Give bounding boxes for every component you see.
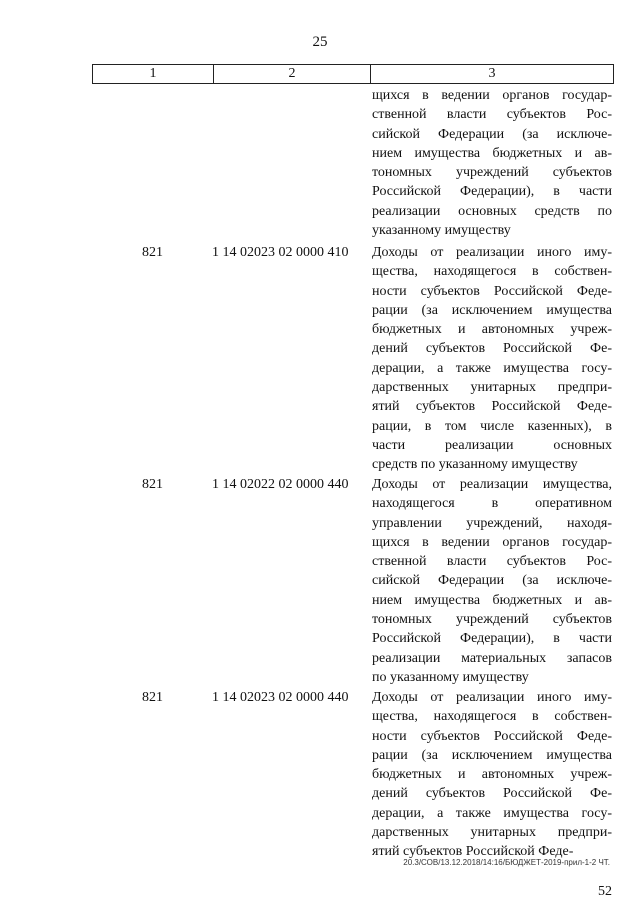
- row-description: [372, 243, 612, 475]
- row-description: [372, 475, 612, 687]
- description-line: рации (за исключением имущества: [372, 302, 612, 318]
- description-line: нием имущества бюджетных и ав-: [372, 592, 612, 608]
- header-col-1: 1: [93, 65, 214, 83]
- description-line: бюджетных и автономных учреж-: [372, 767, 612, 783]
- page-number: 25: [312, 34, 328, 50]
- row-admin-code: 821: [142, 690, 163, 705]
- description-line: Доходы от реализации иного иму-: [372, 690, 612, 705]
- description-line: дерации, а также имущества госу-: [372, 805, 612, 821]
- row-admin-code: 821: [142, 477, 163, 492]
- description-line: дений субъектов Российской Фе-: [372, 341, 612, 357]
- row-budget-code: 1 14 02023 02 0000 440: [212, 690, 349, 705]
- description-line: ности субъектов Российской Феде-: [372, 283, 612, 299]
- row-admin-code: 821: [142, 245, 163, 260]
- description-line: средств по указанному имуществу: [372, 457, 578, 473]
- description-line: щества, находящегося в собствен-: [372, 264, 612, 280]
- description-line: ятий субъектов Российской Феде-: [372, 844, 574, 860]
- description-line: ственной власти субъектов Рос-: [372, 554, 612, 570]
- description-line: сийской Федерации (за исключе-: [372, 573, 612, 589]
- footer-stamp: 20.3/СОВ/13.12.2018/14:16/БЮДЖЕТ-2019-прил-1-2 ЧТ.: [403, 858, 610, 867]
- description-line: ятий субъектов Российской Феде-: [372, 399, 612, 415]
- row-budget-code: 1 14 02022 02 0000 440: [212, 477, 349, 492]
- description-line: дарственных унитарных предпри-: [372, 825, 612, 841]
- description-line: ственной власти субъектов Рос-: [372, 107, 612, 123]
- description-line: ности субъектов Российской Феде-: [372, 728, 612, 744]
- description-line: тономных учреждений субъектов: [372, 612, 612, 628]
- description-line: реализации основных средств по: [372, 203, 612, 219]
- description-line: рации (за исключением имущества: [372, 747, 612, 763]
- description-line: Российской Федерации), в части: [372, 631, 612, 647]
- description-line: щихся в ведении органов государ-: [372, 534, 612, 550]
- description-line: тономных учреждений субъектов: [372, 165, 612, 181]
- description-line: Российской Федерации), в части: [372, 184, 612, 200]
- description-line: щества, находящегося в собствен-: [372, 709, 612, 725]
- description-line: щихся в ведении органов государ-: [372, 88, 612, 103]
- description-line: дерации, а также имущества госу-: [372, 360, 612, 376]
- header-col-2: 2: [214, 65, 371, 83]
- description-line: по указанному имуществу: [372, 669, 529, 685]
- description-line: сийской Федерации (за исключе-: [372, 126, 612, 142]
- description-line: нием имущества бюджетных и ав-: [372, 145, 612, 161]
- description-line: рации, в том числе казенных), в: [372, 418, 612, 434]
- table-header: [92, 64, 614, 84]
- description-line: дений субъектов Российской Фе-: [372, 786, 612, 802]
- description-line: бюджетных и автономных учреж-: [372, 322, 612, 338]
- row-budget-code: 1 14 02023 02 0000 410: [212, 245, 349, 260]
- description-line: находящегося в оперативном: [372, 496, 612, 512]
- description-line: указанному имуществу: [372, 223, 511, 239]
- sheet-number: 52: [598, 884, 612, 899]
- description-line: дарственных унитарных предпри-: [372, 380, 612, 396]
- description-line: управлении учреждений, находя-: [372, 515, 612, 531]
- description-line: Доходы от реализации иного иму-: [372, 245, 612, 260]
- description-line: реализации материальных запасов: [372, 650, 612, 666]
- description-line: Доходы от реализации имущества,: [372, 477, 612, 492]
- row-description: [372, 688, 612, 862]
- continuation-description: [372, 86, 612, 240]
- description-line: части реализации основных: [372, 437, 612, 453]
- header-col-3: 3: [488, 66, 496, 81]
